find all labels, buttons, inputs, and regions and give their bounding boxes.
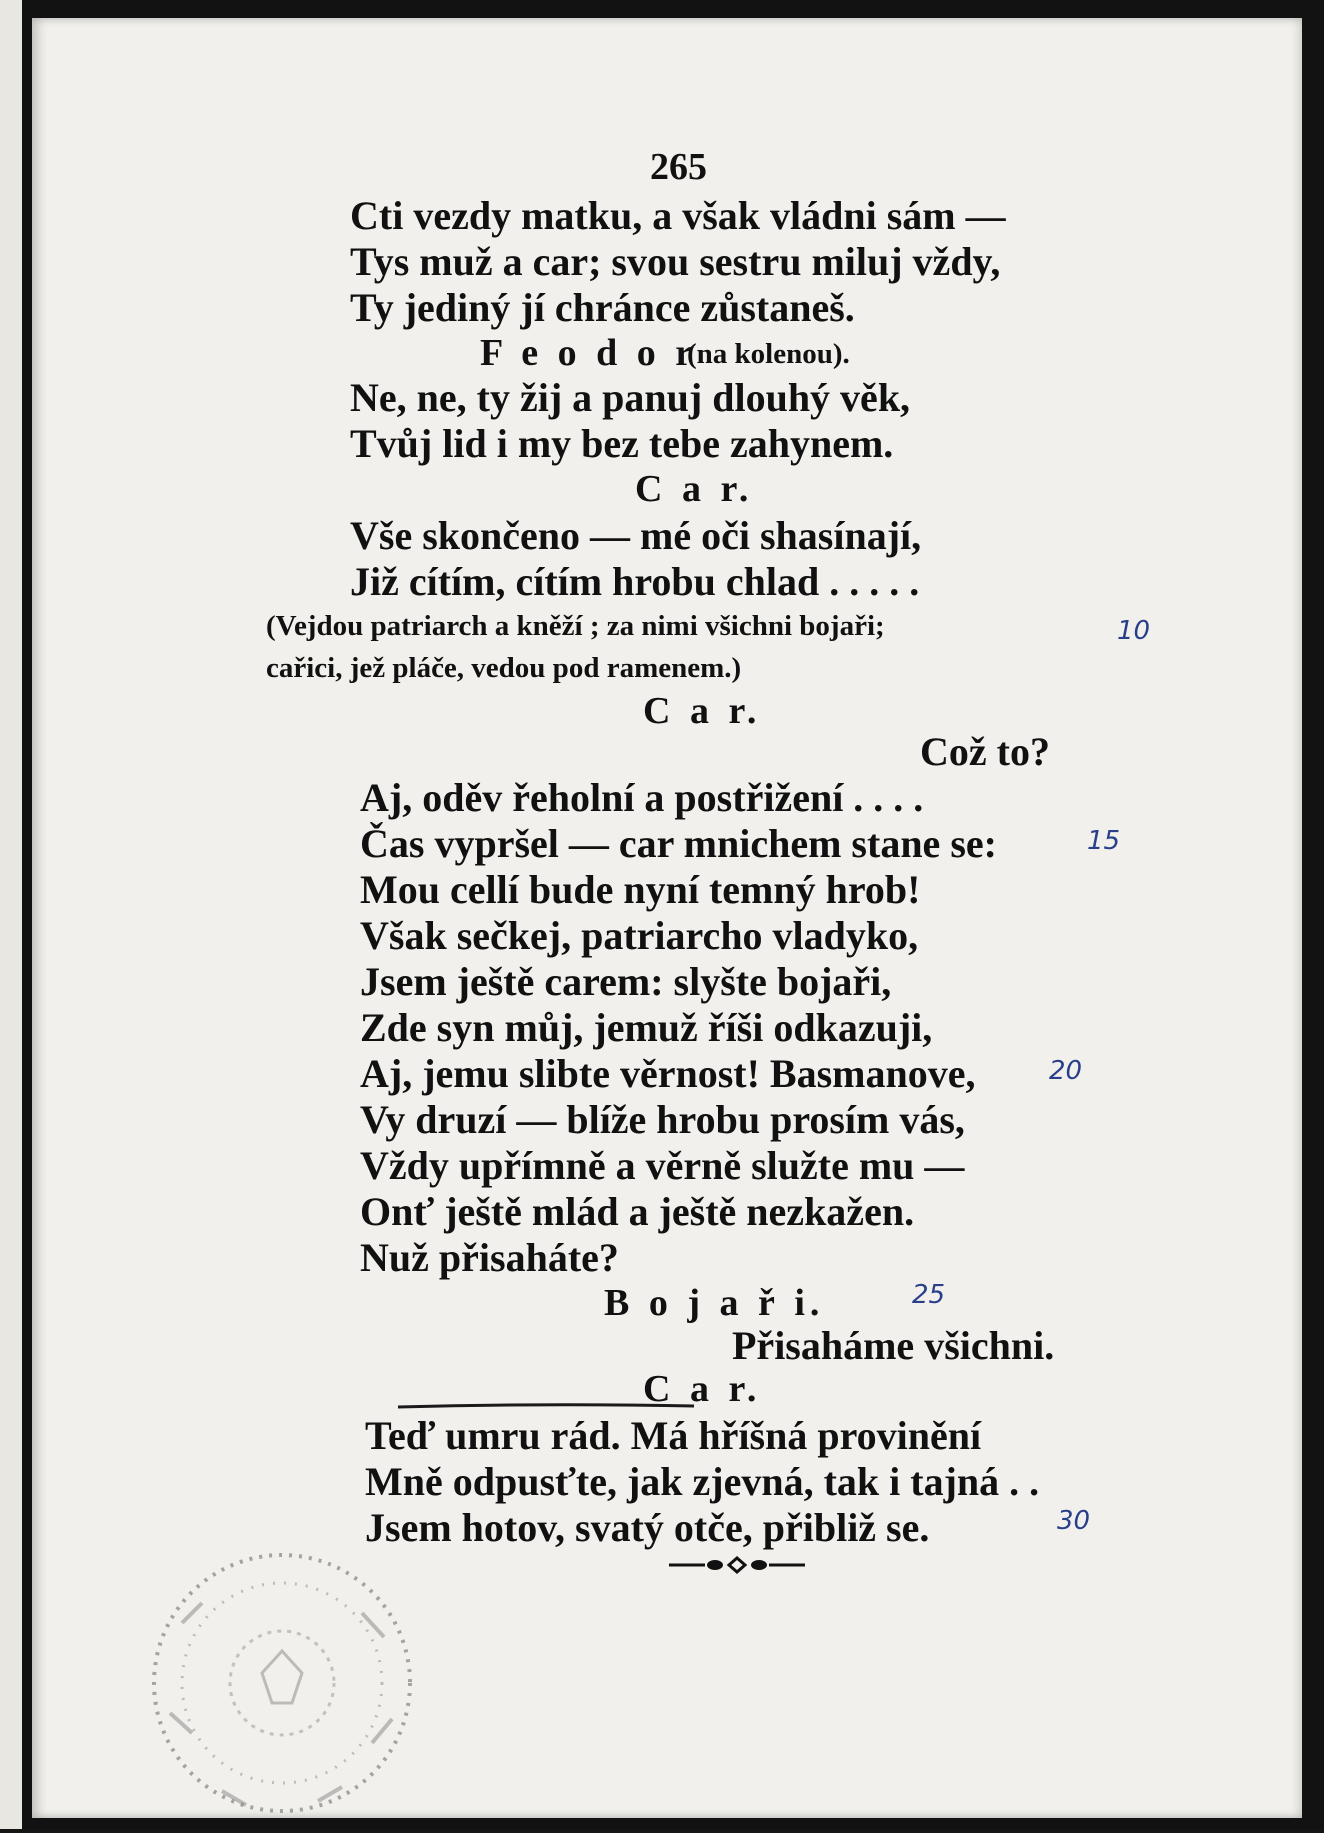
verse-line-22: Jsem hotov, svatý otče, přibliž se. bbox=[365, 1505, 930, 1550]
verse-line-10: Mou cellí bude nyní temný hrob! bbox=[360, 867, 921, 912]
speaker-car-3: C a r. bbox=[643, 1368, 762, 1410]
margin-number-30: 30 bbox=[1057, 1506, 1091, 1536]
verse-line-2: Tys muž a car; svou sestru miluj vždy, bbox=[350, 239, 1001, 284]
pencil-underline bbox=[396, 1401, 696, 1411]
verse-line-17: Onť ještě mlád a ještě nezkažen. bbox=[360, 1189, 915, 1234]
margin-number-25: 25 bbox=[912, 1280, 946, 1310]
stage-direction-line-2: cařici, jež pláče, vedou pod ramenem.) bbox=[266, 652, 742, 684]
stage-direction-line-1: (Vejdou patriarch a kněží ; za nimi všichni bojaři; bbox=[266, 610, 885, 642]
verse-line-5: Tvůj lid i my bez tebe zahynem. bbox=[350, 421, 894, 466]
book-page bbox=[32, 18, 1302, 1818]
speaker-feodor: F e o d o r bbox=[480, 332, 698, 374]
verse-line-1: Cti vezdy matku, a však vládni sám — bbox=[350, 193, 1006, 238]
verse-line-7: Již cítím, cítím hrobu chlad . . . . . bbox=[350, 559, 920, 604]
verse-line-3: Ty jediný jí chránce zůstaneš. bbox=[350, 285, 855, 330]
verse-line-18: Nuž přisaháte? bbox=[360, 1235, 619, 1280]
verse-line-12: Jsem ještě carem: slyšte bojaři, bbox=[360, 959, 892, 1004]
verse-line-8: Aj, oděv řeholní a postřižení . . . . bbox=[360, 775, 924, 820]
page-number: 265 bbox=[650, 146, 707, 188]
margin-number-10: 10 bbox=[1117, 616, 1151, 646]
verse-line-16: Vždy upřímně a věrně služte mu — bbox=[360, 1143, 965, 1188]
speaker-bojari: B o j a ř i. bbox=[604, 1282, 825, 1324]
verse-line-19: Přisaháme všichni. bbox=[732, 1323, 1055, 1368]
facing-page-edge bbox=[0, 0, 22, 1829]
verse-line-15: Vy druzí — blíže hrobu prosím vás, bbox=[360, 1097, 965, 1142]
margin-number-20: 20 bbox=[1049, 1056, 1083, 1086]
verse-line-14: Aj, jemu slibte věrnost! Basmanove, bbox=[360, 1051, 976, 1096]
verse-line-11: Však sečkej, patriarcho vladyko, bbox=[360, 913, 919, 958]
verse-line-6: Vše skončeno — mé oči shasínají, bbox=[350, 513, 922, 558]
verse-line-4: Ne, ne, ty žij a panuj dlouhý věk, bbox=[350, 375, 911, 420]
margin-number-15: 15 bbox=[1087, 826, 1121, 856]
library-stamp-icon bbox=[122, 1533, 442, 1833]
speaker-car-1: C a r. bbox=[635, 468, 754, 510]
verse-line-13: Zde syn můj, jemuž říši odkazuji, bbox=[360, 1005, 933, 1050]
verse-line-21: Mně odpusťte, jak zjevná, tak i tajná . . bbox=[365, 1459, 1040, 1504]
verse-line-20: Teď umru rád. Má hříšná provinění bbox=[365, 1413, 982, 1458]
verse-line-cozto: Což to? bbox=[920, 729, 1050, 774]
speaker-car-2: C a r. bbox=[643, 690, 762, 732]
verse-line-9: Čas vypršel — car mnichem stane se: bbox=[360, 821, 997, 866]
section-end-ornament bbox=[667, 1553, 807, 1577]
stage-direction-kneeling: (na kolenou). bbox=[687, 338, 850, 370]
